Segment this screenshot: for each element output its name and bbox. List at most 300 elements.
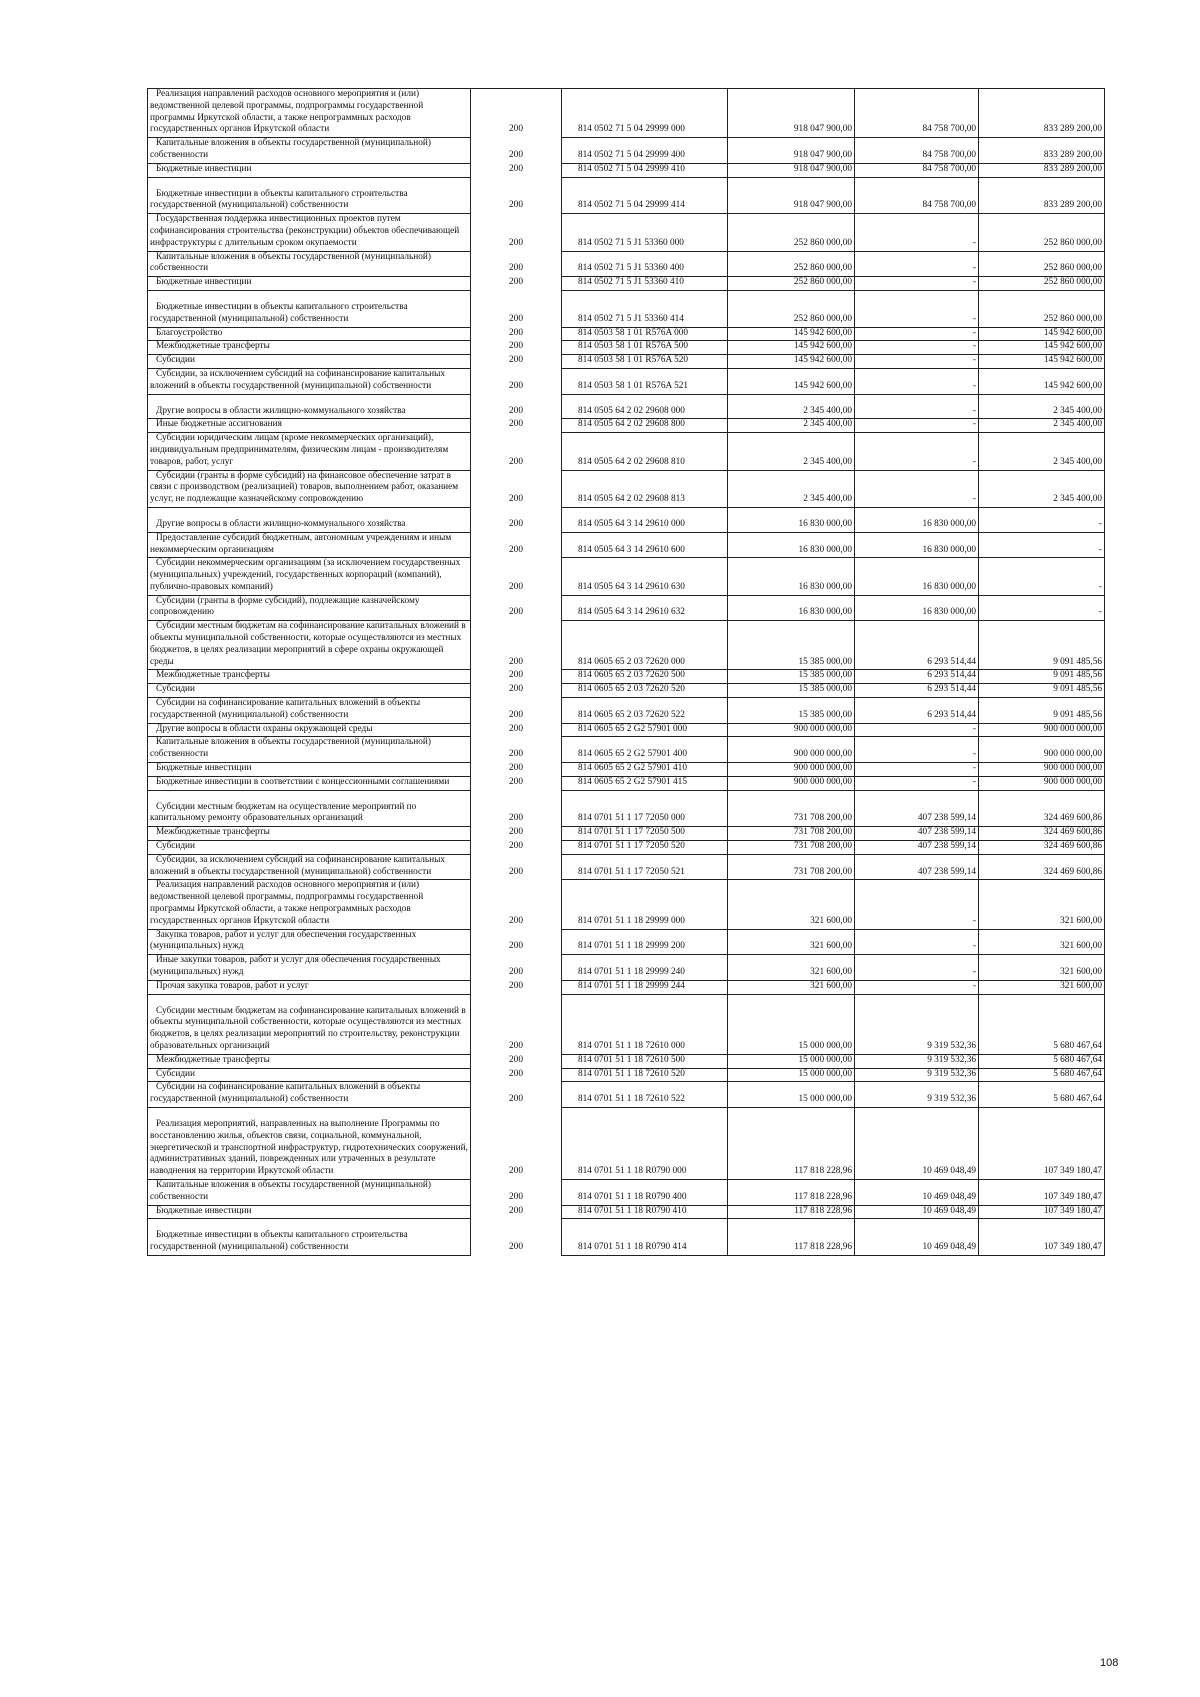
row-amount-executed: 10 469 048,49 — [855, 1219, 979, 1256]
row-amount-plan: 918 047 900,00 — [728, 177, 855, 214]
row-amount-remaining: - — [979, 595, 1105, 621]
row-amount-executed: - — [855, 929, 979, 955]
row-line-code: 200 — [471, 163, 562, 177]
table-row — [148, 929, 1105, 955]
table-row — [148, 394, 1105, 419]
row-amount-plan: 15 385 000,00 — [728, 684, 855, 698]
row-line-code: 200 — [471, 854, 562, 880]
row-line-code: 200 — [471, 470, 562, 507]
row-amount-plan: 15 385 000,00 — [728, 698, 855, 724]
row-line-code: 200 — [471, 394, 562, 419]
row-budget-classification-code: 814 0503 58 1 01 R576A 520 — [562, 355, 728, 369]
row-amount-remaining: 252 860 000,00 — [979, 214, 1105, 251]
row-name: Субсидии местным бюджетам на софинансирование капитальных вложений в объекты муниципальной собственности, которые осуществляются из местных бюджетов, в целях реализации мероприятий по строительству, реконструкции образовательных организаций — [148, 994, 471, 1054]
row-amount-executed: 16 830 000,00 — [855, 558, 979, 595]
row-amount-remaining: 321 600,00 — [979, 955, 1105, 981]
row-line-code: 200 — [471, 670, 562, 684]
row-amount-plan: 918 047 900,00 — [728, 89, 855, 138]
row-amount-plan: 145 942 600,00 — [728, 327, 855, 341]
row-line-code: 200 — [471, 1219, 562, 1256]
budget-table-body — [148, 89, 1105, 1256]
row-amount-remaining: 107 349 180,47 — [979, 1107, 1105, 1179]
row-name: Субсидии — [148, 1068, 471, 1082]
row-amount-remaining: 145 942 600,00 — [979, 327, 1105, 341]
row-amount-remaining: 145 942 600,00 — [979, 341, 1105, 355]
row-amount-remaining: 2 345 400,00 — [979, 470, 1105, 507]
row-name: Субсидии, за исключением субсидий на софинансирование капитальных вложений в объекты государственной (муниципальной) собственности — [148, 854, 471, 880]
table-row — [148, 290, 1105, 327]
table-row — [148, 251, 1105, 277]
row-amount-remaining: 9 091 485,56 — [979, 698, 1105, 724]
row-amount-plan: 15 000 000,00 — [728, 1054, 855, 1068]
row-budget-classification-code: 814 0505 64 2 02 29608 800 — [562, 419, 728, 433]
table-row — [148, 980, 1105, 994]
row-budget-classification-code: 814 0505 64 3 14 29610 630 — [562, 558, 728, 595]
row-amount-plan: 321 600,00 — [728, 880, 855, 929]
row-amount-plan: 731 708 200,00 — [728, 854, 855, 880]
row-amount-remaining: 145 942 600,00 — [979, 355, 1105, 369]
row-amount-remaining: 321 600,00 — [979, 980, 1105, 994]
row-amount-executed: - — [855, 355, 979, 369]
row-name: Реализация направлений расходов основного мероприятия и (или) ведомственной целевой программы, подпрограммы государственной программы Иркутской области, а также непрограммных расходов государственных органов Иркутской области — [148, 89, 471, 138]
row-amount-plan: 918 047 900,00 — [728, 163, 855, 177]
row-line-code: 200 — [471, 723, 562, 737]
row-name: Субсидии на софинансирование капитальных вложений в объекты государственной (муниципальной) собственности — [148, 698, 471, 724]
row-budget-classification-code: 814 0701 51 1 18 29999 240 — [562, 955, 728, 981]
row-amount-remaining: 2 345 400,00 — [979, 433, 1105, 470]
row-amount-executed: 84 758 700,00 — [855, 177, 979, 214]
row-line-code: 200 — [471, 558, 562, 595]
row-budget-classification-code: 814 0701 51 1 18 R0790 410 — [562, 1205, 728, 1219]
row-amount-plan: 321 600,00 — [728, 980, 855, 994]
row-budget-classification-code: 814 0605 65 2 G2 57901 000 — [562, 723, 728, 737]
row-budget-classification-code: 814 0502 71 5 J1 53360 410 — [562, 277, 728, 291]
row-amount-executed: 9 319 532,36 — [855, 1082, 979, 1108]
row-line-code: 200 — [471, 776, 562, 790]
row-name: Закупка товаров, работ и услуг для обеспечения государственных (муниципальных) нужд — [148, 929, 471, 955]
table-row — [148, 214, 1105, 251]
row-amount-executed: 16 830 000,00 — [855, 532, 979, 558]
table-row — [148, 737, 1105, 763]
budget-table-container — [147, 88, 1104, 1256]
row-amount-remaining: 324 469 600,86 — [979, 827, 1105, 841]
row-line-code: 200 — [471, 214, 562, 251]
row-line-code: 200 — [471, 1082, 562, 1108]
row-name: Бюджетные инвестиции — [148, 163, 471, 177]
row-amount-executed: 9 319 532,36 — [855, 994, 979, 1054]
table-row — [148, 880, 1105, 929]
row-name: Капитальные вложения в объекты государственной (муниципальной) собственности — [148, 138, 471, 164]
row-amount-executed: - — [855, 470, 979, 507]
row-budget-classification-code: 814 0505 64 3 14 29610 632 — [562, 595, 728, 621]
table-row — [148, 138, 1105, 164]
row-line-code: 200 — [471, 880, 562, 929]
row-amount-executed: - — [855, 290, 979, 327]
row-budget-classification-code: 814 0701 51 1 18 29999 244 — [562, 980, 728, 994]
row-amount-executed: - — [855, 955, 979, 981]
row-amount-executed: 6 293 514,44 — [855, 670, 979, 684]
row-amount-executed: 84 758 700,00 — [855, 138, 979, 164]
row-amount-remaining: 900 000 000,00 — [979, 763, 1105, 777]
row-line-code: 200 — [471, 955, 562, 981]
row-amount-plan: 145 942 600,00 — [728, 368, 855, 394]
row-amount-plan: 15 000 000,00 — [728, 1082, 855, 1108]
row-amount-plan: 15 000 000,00 — [728, 994, 855, 1054]
row-name: Межбюджетные трансферты — [148, 341, 471, 355]
row-amount-remaining: 5 680 467,64 — [979, 1082, 1105, 1108]
table-row — [148, 368, 1105, 394]
table-row — [148, 470, 1105, 507]
row-line-code: 200 — [471, 419, 562, 433]
row-name: Субсидии, за исключением субсидий на софинансирование капитальных вложений в объекты государственной (муниципальной) собственности — [148, 368, 471, 394]
row-budget-classification-code: 814 0701 51 1 18 R0790 000 — [562, 1107, 728, 1179]
row-budget-classification-code: 814 0701 51 1 17 72050 000 — [562, 790, 728, 827]
row-amount-plan: 2 345 400,00 — [728, 394, 855, 419]
row-amount-executed: 9 319 532,36 — [855, 1054, 979, 1068]
row-amount-remaining: 107 349 180,47 — [979, 1219, 1105, 1256]
row-budget-classification-code: 814 0605 65 2 03 72620 000 — [562, 621, 728, 670]
row-amount-plan: 2 345 400,00 — [728, 433, 855, 470]
row-name: Реализация направлений расходов основного мероприятия и (или) ведомственной целевой программы, подпрограммы государственной программы Иркутской области, а также непрограммных расходов государственных органов Иркутской области — [148, 880, 471, 929]
row-budget-classification-code: 814 0503 58 1 01 R576A 521 — [562, 368, 728, 394]
table-row — [148, 763, 1105, 777]
row-name: Реализация мероприятий, направленных на выполнение Программы по восстановлению жилья, объектов связи, социальной, коммунальной, энергетической и транспортной инфраструктур, гидротехнических сооружений, административных зданий, поврежденных или утраченных в результате наводнения на территории Иркутской области — [148, 1107, 471, 1179]
row-name: Субсидии местным бюджетам на софинансирование капитальных вложений в объекты муниципальной собственности, которые осуществляются из местных бюджетов, в целях реализации мероприятий в сфере охраны окружающей среды — [148, 621, 471, 670]
row-amount-plan: 145 942 600,00 — [728, 341, 855, 355]
row-budget-classification-code: 814 0701 51 1 18 29999 200 — [562, 929, 728, 955]
row-name: Субсидии на софинансирование капитальных вложений в объекты государственной (муниципальной) собственности — [148, 1082, 471, 1108]
row-name: Бюджетные инвестиции — [148, 763, 471, 777]
row-line-code: 200 — [471, 507, 562, 532]
row-budget-classification-code: 814 0701 51 1 17 72050 500 — [562, 827, 728, 841]
row-amount-remaining: - — [979, 558, 1105, 595]
table-row — [148, 1082, 1105, 1108]
row-amount-remaining: 2 345 400,00 — [979, 394, 1105, 419]
row-line-code: 200 — [471, 763, 562, 777]
row-budget-classification-code: 814 0502 71 5 04 29999 410 — [562, 163, 728, 177]
row-line-code: 200 — [471, 1068, 562, 1082]
row-amount-executed: - — [855, 880, 979, 929]
row-amount-plan: 16 830 000,00 — [728, 595, 855, 621]
row-amount-executed: - — [855, 214, 979, 251]
row-amount-remaining: 833 289 200,00 — [979, 89, 1105, 138]
row-name: Другие вопросы в области жилищно-коммунального хозяйства — [148, 507, 471, 532]
row-budget-classification-code: 814 0505 64 2 02 29608 813 — [562, 470, 728, 507]
row-budget-classification-code: 814 0605 65 2 G2 57901 415 — [562, 776, 728, 790]
row-amount-plan: 15 385 000,00 — [728, 670, 855, 684]
row-amount-remaining: 9 091 485,56 — [979, 621, 1105, 670]
table-row — [148, 532, 1105, 558]
row-amount-remaining: 252 860 000,00 — [979, 251, 1105, 277]
row-amount-plan: 16 830 000,00 — [728, 532, 855, 558]
row-amount-remaining: 252 860 000,00 — [979, 277, 1105, 291]
table-row — [148, 684, 1105, 698]
row-line-code: 200 — [471, 1107, 562, 1179]
row-budget-classification-code: 814 0502 71 5 04 29999 414 — [562, 177, 728, 214]
row-amount-plan: 15 385 000,00 — [728, 621, 855, 670]
row-amount-remaining: 324 469 600,86 — [979, 790, 1105, 827]
table-row — [148, 89, 1105, 138]
row-line-code: 200 — [471, 138, 562, 164]
row-name: Межбюджетные трансферты — [148, 670, 471, 684]
row-budget-classification-code: 814 0701 51 1 17 72050 520 — [562, 841, 728, 855]
row-amount-remaining: - — [979, 532, 1105, 558]
table-row — [148, 790, 1105, 827]
row-line-code: 200 — [471, 89, 562, 138]
row-budget-classification-code: 814 0503 58 1 01 R576A 000 — [562, 327, 728, 341]
row-amount-plan: 918 047 900,00 — [728, 138, 855, 164]
row-amount-executed: - — [855, 723, 979, 737]
row-amount-remaining: 5 680 467,64 — [979, 994, 1105, 1054]
row-name: Прочая закупка товаров, работ и услуг — [148, 980, 471, 994]
row-name: Капитальные вложения в объекты государственной (муниципальной) собственности — [148, 251, 471, 277]
row-budget-classification-code: 814 0701 51 1 17 72050 521 — [562, 854, 728, 880]
table-row — [148, 1205, 1105, 1219]
row-budget-classification-code: 814 0503 58 1 01 R576A 500 — [562, 341, 728, 355]
row-amount-plan: 117 818 228,96 — [728, 1219, 855, 1256]
row-amount-remaining: 9 091 485,56 — [979, 670, 1105, 684]
row-amount-remaining: 107 349 180,47 — [979, 1179, 1105, 1205]
table-row — [148, 621, 1105, 670]
row-budget-classification-code: 814 0605 65 2 03 72620 522 — [562, 698, 728, 724]
row-amount-remaining: 833 289 200,00 — [979, 163, 1105, 177]
row-amount-executed: 16 830 000,00 — [855, 595, 979, 621]
row-name: Субсидии — [148, 684, 471, 698]
row-line-code: 200 — [471, 1054, 562, 1068]
row-line-code: 200 — [471, 790, 562, 827]
row-line-code: 200 — [471, 177, 562, 214]
row-budget-classification-code: 814 0505 64 2 02 29608 810 — [562, 433, 728, 470]
row-amount-plan: 117 818 228,96 — [728, 1107, 855, 1179]
row-amount-remaining: 321 600,00 — [979, 880, 1105, 929]
row-amount-remaining: 145 942 600,00 — [979, 368, 1105, 394]
row-amount-remaining: 5 680 467,64 — [979, 1068, 1105, 1082]
row-name: Субсидии местным бюджетам на осуществление мероприятий по капитальному ремонту образовательных организаций — [148, 790, 471, 827]
row-budget-classification-code: 814 0701 51 1 18 29999 000 — [562, 880, 728, 929]
table-row — [148, 670, 1105, 684]
row-budget-classification-code: 814 0502 71 5 04 29999 400 — [562, 138, 728, 164]
row-budget-classification-code: 814 0505 64 2 02 29608 000 — [562, 394, 728, 419]
row-name: Бюджетные инвестиции в объекты капитального строительства государственной (муниципальной) собственности — [148, 1219, 471, 1256]
row-budget-classification-code: 814 0502 71 5 J1 53360 000 — [562, 214, 728, 251]
row-budget-classification-code: 814 0502 71 5 J1 53360 414 — [562, 290, 728, 327]
row-amount-plan: 145 942 600,00 — [728, 355, 855, 369]
row-amount-plan: 731 708 200,00 — [728, 841, 855, 855]
row-amount-executed: 9 319 532,36 — [855, 1068, 979, 1082]
row-amount-executed: - — [855, 327, 979, 341]
row-line-code: 200 — [471, 341, 562, 355]
row-amount-plan: 2 345 400,00 — [728, 470, 855, 507]
row-budget-classification-code: 814 0605 65 2 03 72620 520 — [562, 684, 728, 698]
row-amount-plan: 16 830 000,00 — [728, 507, 855, 532]
row-line-code: 200 — [471, 737, 562, 763]
table-row — [148, 355, 1105, 369]
row-name: Бюджетные инвестиции в объекты капитального строительства государственной (муниципальной) собственности — [148, 177, 471, 214]
row-budget-classification-code: 814 0502 71 5 04 29999 000 — [562, 89, 728, 138]
row-line-code: 200 — [471, 841, 562, 855]
row-amount-executed: 407 238 599,14 — [855, 790, 979, 827]
row-amount-plan: 16 830 000,00 — [728, 558, 855, 595]
row-amount-plan: 2 345 400,00 — [728, 419, 855, 433]
row-amount-executed: - — [855, 394, 979, 419]
row-name: Субсидии — [148, 355, 471, 369]
row-amount-executed: 10 469 048,49 — [855, 1107, 979, 1179]
row-line-code: 200 — [471, 368, 562, 394]
row-name: Субсидии некоммерческим организациям (за исключением государственных (муниципальных) учреждений, государственных корпораций (компаний), публично-правовых компаний) — [148, 558, 471, 595]
table-row — [148, 698, 1105, 724]
row-name: Иные бюджетные ассигнования — [148, 419, 471, 433]
row-line-code: 200 — [471, 595, 562, 621]
row-amount-executed: 84 758 700,00 — [855, 89, 979, 138]
row-budget-classification-code: 814 0701 51 1 18 72610 500 — [562, 1054, 728, 1068]
row-amount-remaining: 833 289 200,00 — [979, 177, 1105, 214]
row-amount-executed: - — [855, 277, 979, 291]
row-budget-classification-code: 814 0701 51 1 18 72610 522 — [562, 1082, 728, 1108]
row-name: Бюджетные инвестиции — [148, 1205, 471, 1219]
row-budget-classification-code: 814 0505 64 3 14 29610 000 — [562, 507, 728, 532]
table-row — [148, 994, 1105, 1054]
row-name: Бюджетные инвестиции в объекты капитального строительства государственной (муниципальной) собственности — [148, 290, 471, 327]
table-row — [148, 827, 1105, 841]
row-amount-plan: 900 000 000,00 — [728, 763, 855, 777]
table-row — [148, 433, 1105, 470]
row-amount-plan: 731 708 200,00 — [728, 827, 855, 841]
row-amount-executed: 10 469 048,49 — [855, 1179, 979, 1205]
row-line-code: 200 — [471, 621, 562, 670]
row-name: Капитальные вложения в объекты государственной (муниципальной) собственности — [148, 1179, 471, 1205]
row-amount-plan: 117 818 228,96 — [728, 1179, 855, 1205]
row-amount-plan: 252 860 000,00 — [728, 277, 855, 291]
row-name: Другие вопросы в области охраны окружающей среды — [148, 723, 471, 737]
row-amount-plan: 117 818 228,96 — [728, 1205, 855, 1219]
table-row — [148, 841, 1105, 855]
row-line-code: 200 — [471, 994, 562, 1054]
row-budget-classification-code: 814 0701 51 1 18 R0790 414 — [562, 1219, 728, 1256]
row-name: Бюджетные инвестиции в соответствии с концессионными соглашениями — [148, 776, 471, 790]
row-budget-classification-code: 814 0605 65 2 03 72620 500 — [562, 670, 728, 684]
row-amount-executed: 407 238 599,14 — [855, 827, 979, 841]
row-budget-classification-code: 814 0605 65 2 G2 57901 410 — [562, 763, 728, 777]
row-amount-plan: 321 600,00 — [728, 929, 855, 955]
row-line-code: 200 — [471, 827, 562, 841]
row-line-code: 200 — [471, 929, 562, 955]
row-name: Иные закупки товаров, работ и услуг для обеспечения государственных (муниципальных) нужд — [148, 955, 471, 981]
row-name: Государственная поддержка инвестиционных проектов путем софинансирования строительства (реконструкции) объектов обеспечивающей инфраструктуры с длительным сроком окупаемости — [148, 214, 471, 251]
row-amount-executed: - — [855, 776, 979, 790]
row-amount-executed: 84 758 700,00 — [855, 163, 979, 177]
row-amount-remaining: 252 860 000,00 — [979, 290, 1105, 327]
table-row — [148, 341, 1105, 355]
row-budget-classification-code: 814 0701 51 1 18 72610 000 — [562, 994, 728, 1054]
row-line-code: 200 — [471, 355, 562, 369]
row-amount-executed: 6 293 514,44 — [855, 621, 979, 670]
row-amount-plan: 900 000 000,00 — [728, 723, 855, 737]
row-name: Благоустройство — [148, 327, 471, 341]
row-name: Капитальные вложения в объекты государственной (муниципальной) собственности — [148, 737, 471, 763]
row-amount-executed: - — [855, 341, 979, 355]
row-budget-classification-code: 814 0701 51 1 18 R0790 400 — [562, 1179, 728, 1205]
row-line-code: 200 — [471, 532, 562, 558]
table-row — [148, 558, 1105, 595]
row-amount-remaining: 5 680 467,64 — [979, 1054, 1105, 1068]
page-number: 108 — [1100, 1657, 1119, 1669]
table-row — [148, 163, 1105, 177]
row-amount-executed: - — [855, 980, 979, 994]
row-line-code: 200 — [471, 433, 562, 470]
row-amount-executed: - — [855, 737, 979, 763]
row-name: Субсидии (гранты в форме субсидий) на финансовое обеспечение затрат в связи с производством (реализацией) товаров, выполнением работ, оказанием услуг, не подлежащие казначейскому сопровождению — [148, 470, 471, 507]
row-amount-executed: 6 293 514,44 — [855, 684, 979, 698]
row-name: Субсидии (гранты в форме субсидий), подлежащие казначейскому сопровождению — [148, 595, 471, 621]
row-line-code: 200 — [471, 980, 562, 994]
row-amount-plan: 252 860 000,00 — [728, 251, 855, 277]
row-line-code: 200 — [471, 698, 562, 724]
row-line-code: 200 — [471, 327, 562, 341]
table-row — [148, 595, 1105, 621]
table-row — [148, 955, 1105, 981]
row-amount-plan: 731 708 200,00 — [728, 790, 855, 827]
row-budget-classification-code: 814 0505 64 3 14 29610 600 — [562, 532, 728, 558]
row-line-code: 200 — [471, 251, 562, 277]
row-name: Предоставление субсидий бюджетным, автономным учреждениям и иным некоммерческим организациям — [148, 532, 471, 558]
row-amount-remaining: 107 349 180,47 — [979, 1205, 1105, 1219]
row-amount-remaining: 324 469 600,86 — [979, 841, 1105, 855]
row-amount-plan: 15 000 000,00 — [728, 1068, 855, 1082]
row-line-code: 200 — [471, 684, 562, 698]
table-row — [148, 1179, 1105, 1205]
row-amount-remaining: 833 289 200,00 — [979, 138, 1105, 164]
table-row — [148, 277, 1105, 291]
table-row — [148, 507, 1105, 532]
row-budget-classification-code: 814 0701 51 1 18 72610 520 — [562, 1068, 728, 1082]
table-row — [148, 723, 1105, 737]
table-row — [148, 1107, 1105, 1179]
row-amount-remaining: 9 091 485,56 — [979, 684, 1105, 698]
budget-table — [147, 88, 1105, 1256]
row-line-code: 200 — [471, 1205, 562, 1219]
row-amount-plan: 900 000 000,00 — [728, 776, 855, 790]
row-name: Межбюджетные трансферты — [148, 827, 471, 841]
row-name: Субсидии — [148, 841, 471, 855]
row-amount-executed: - — [855, 419, 979, 433]
row-amount-plan: 321 600,00 — [728, 955, 855, 981]
row-name: Бюджетные инвестиции — [148, 277, 471, 291]
table-row — [148, 854, 1105, 880]
table-row — [148, 419, 1105, 433]
row-amount-executed: 407 238 599,14 — [855, 854, 979, 880]
row-amount-executed: - — [855, 433, 979, 470]
row-amount-plan: 252 860 000,00 — [728, 290, 855, 327]
table-row — [148, 1219, 1105, 1256]
table-row — [148, 1068, 1105, 1082]
table-row — [148, 327, 1105, 341]
table-row — [148, 776, 1105, 790]
row-amount-remaining: 900 000 000,00 — [979, 737, 1105, 763]
row-amount-remaining: 324 469 600,86 — [979, 854, 1105, 880]
row-amount-executed: 407 238 599,14 — [855, 841, 979, 855]
row-line-code: 200 — [471, 290, 562, 327]
row-line-code: 200 — [471, 277, 562, 291]
row-amount-executed: - — [855, 368, 979, 394]
row-amount-remaining: 900 000 000,00 — [979, 723, 1105, 737]
table-row — [148, 177, 1105, 214]
row-amount-executed: 6 293 514,44 — [855, 698, 979, 724]
row-amount-executed: 16 830 000,00 — [855, 507, 979, 532]
row-amount-remaining: - — [979, 507, 1105, 532]
row-name: Другие вопросы в области жилищно-коммунального хозяйства — [148, 394, 471, 419]
row-amount-remaining: 900 000 000,00 — [979, 776, 1105, 790]
row-amount-remaining: 2 345 400,00 — [979, 419, 1105, 433]
